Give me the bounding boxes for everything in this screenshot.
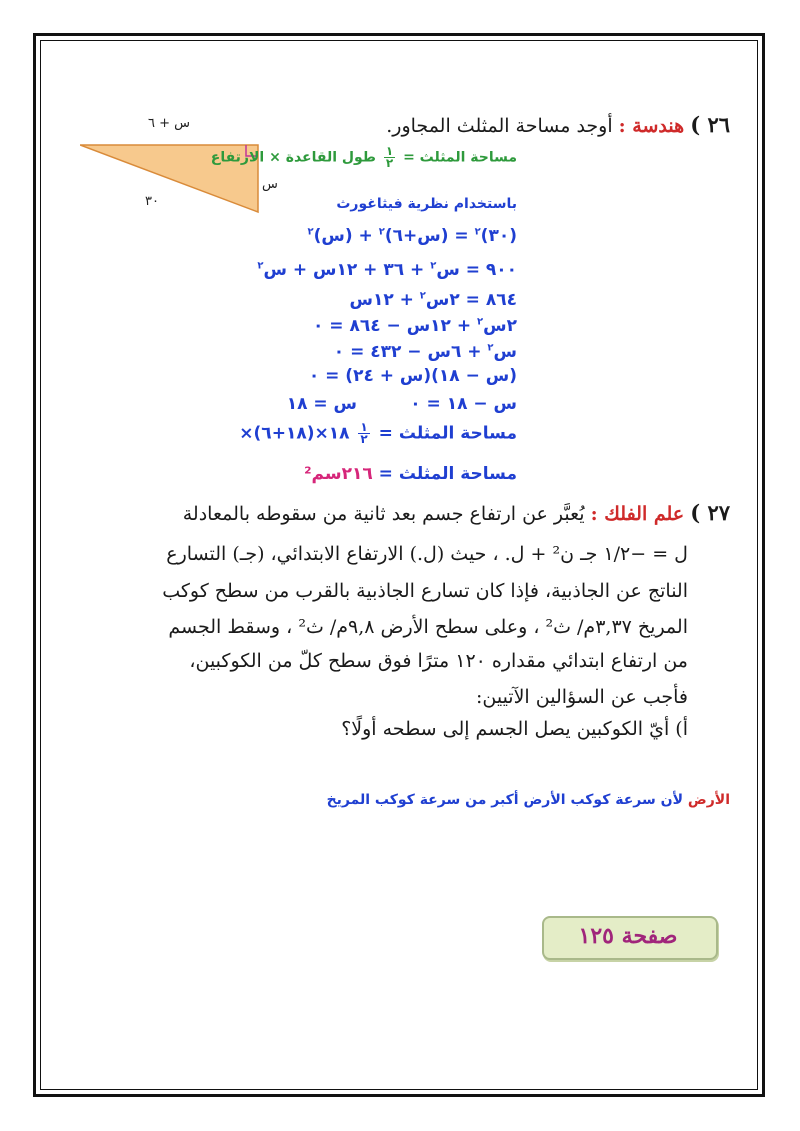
q27-line2: ل = −١/٢ جـ ن² + ل. ، حيث (ل.) الارتفاع الابتدائي، (جـ) التسارع	[166, 543, 688, 565]
triangle-hyp-label: ٣٠	[145, 194, 159, 209]
q27-topic: علم الفلك :	[590, 503, 685, 525]
answer-rest: لأن سرعة كوكب الأرض أكبر من سرعة كوكب المريخ	[326, 792, 683, 808]
area-result-label: مساحة المثلث =	[378, 464, 517, 484]
q26-heading	[386, 112, 730, 137]
q27-line1: يُعبَّر عن ارتفاع جسم بعد ثانية من سقوطه بالمعادلة	[182, 503, 585, 525]
area-calculation	[239, 422, 517, 445]
equation-line-5: س$^٢$ + ٦س − ٤٣٢ = ٠	[333, 342, 517, 362]
q27-heading	[183, 500, 730, 525]
equation-line-3: ٨٦٤ = ٢س$^٢$ + ١٢س	[349, 290, 517, 310]
equation-line-2: ٩٠٠ = س$^٢$ + ٣٦ + ١٢س + س$^٢$	[257, 260, 517, 280]
area-calc-half-num: ١	[360, 420, 368, 434]
equation-line-1: (٣٠)$^٢$ = (س+٦)$^٢$ + (س)$^٢$	[307, 226, 517, 246]
root-right: س − ١٨ = ٠	[410, 394, 517, 414]
q27-line3: الناتج عن الجاذبية، فإذا كان تسارع الجاذبية بالقرب من سطح كوكب	[162, 580, 688, 602]
method-label: باستخدام نظرية فيثاغورث	[336, 196, 517, 212]
area-result-value: ٢١٦	[341, 464, 373, 484]
area-result-unit: سم²	[304, 464, 342, 484]
q26-text: أوجد مساحة المثلث المجاور.	[386, 115, 613, 137]
area-calc-half-den: ٢	[360, 432, 368, 446]
half-fraction	[384, 146, 395, 169]
q27-line6: فأجب عن السؤالين الآتيين:	[475, 686, 688, 708]
q27-part-a: أ) أيّ الكوكبين يصل الجسم إلى سطحه أولًا؟	[341, 718, 688, 740]
q27-line5: من ارتفاع ابتدائي مقداره ١٢٠ مترًا فوق سطح كلّ من الكوكبين،	[189, 650, 688, 672]
area-formula	[211, 146, 517, 169]
q27-line4: المريخ ٣,٣٧م/ ث² ، وعلى سطح الأرض ٩,٨م/ ث² ، وسقط الجسم	[168, 616, 688, 638]
equation-line-4: ٢س$^٢$ + ١٢س − ٨٦٤ = ٠	[313, 316, 517, 336]
page-number-label: صفحة ١٢٥	[578, 923, 678, 949]
answer-line	[327, 792, 730, 808]
triangle-side-label: س	[262, 177, 278, 192]
triangle-top-label: س + ٦	[148, 116, 191, 131]
q27-number: ٢٧ )	[690, 500, 730, 525]
area-formula-lead: مساحة المثلث =	[403, 149, 517, 166]
root-left: س = ١٨	[286, 394, 357, 414]
answer-highlight: الأرض	[687, 792, 730, 808]
area-calc-expr: ١٨×(١٨+٦)×	[239, 423, 350, 444]
area-formula-rest: طول القاعدة × الارتفاع	[210, 149, 376, 166]
area-calc-half	[358, 422, 369, 445]
equation-line-6: (س − ١٨)(س + ٢٤) = ٠	[308, 366, 517, 386]
area-calc-label: مساحة المثلث =	[378, 423, 517, 444]
half-denominator: ٢	[385, 156, 394, 170]
area-result	[304, 464, 517, 484]
half-numerator: ١	[385, 144, 394, 158]
q26-topic: هندسة :	[618, 115, 685, 137]
q26-number: ٢٦ )	[690, 112, 730, 137]
